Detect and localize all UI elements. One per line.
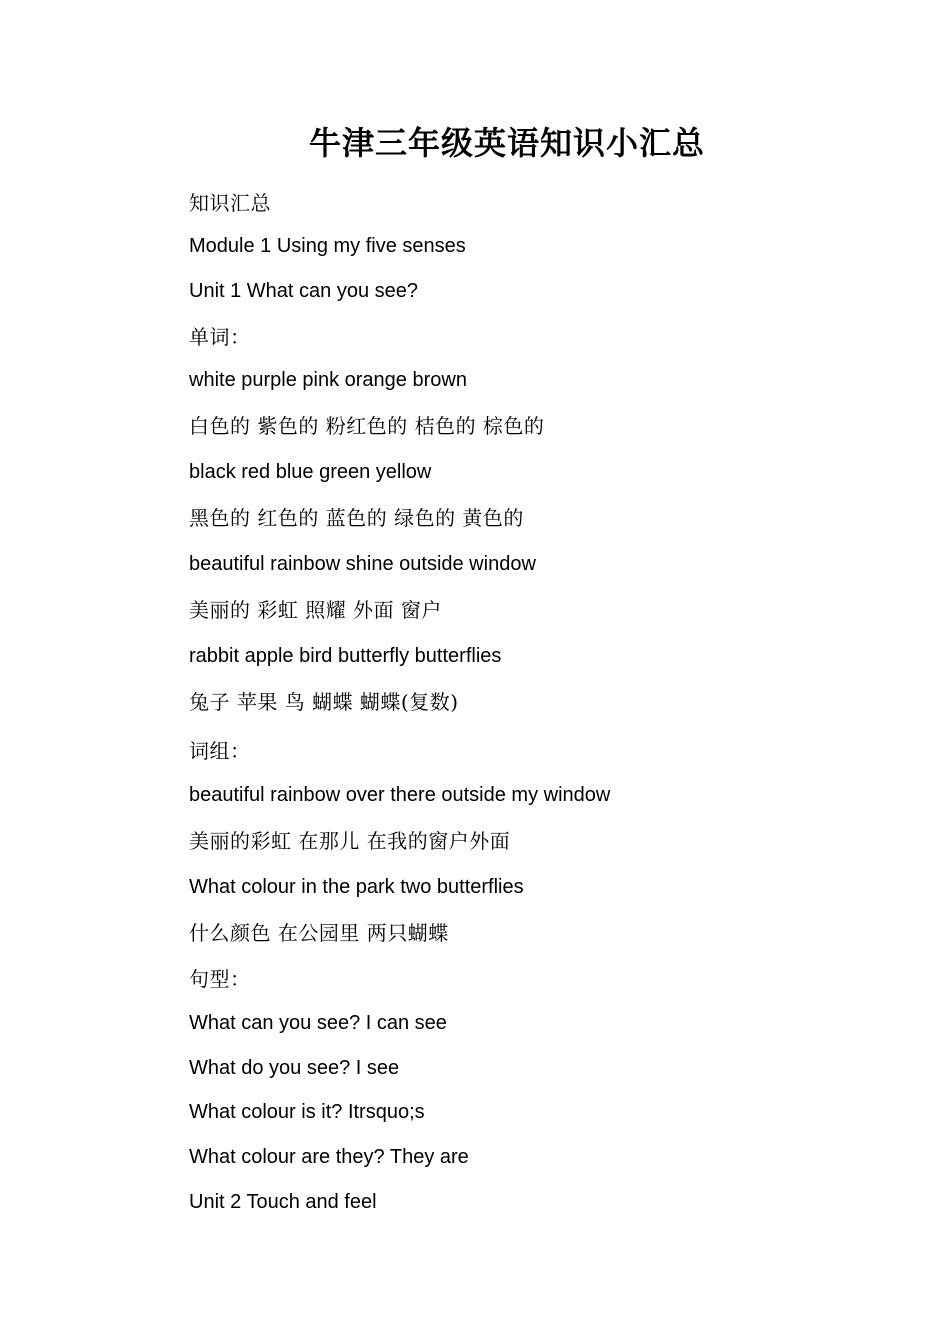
vocab-line-english: beautiful rainbow shine outside window	[189, 553, 536, 575]
phrase-line-english: What colour in the park two butterflies	[189, 876, 524, 898]
subheading-phrases: 词组：	[189, 739, 251, 763]
section-heading-knowledge-summary: 知识汇总	[189, 191, 271, 215]
vocab-line-chinese: 黑色的 红色的 蓝色的 绿色的 黄色的	[189, 506, 524, 530]
sentence-pattern-line: What can you see? I can see	[189, 1012, 447, 1034]
vocab-line-chinese: 兔子 苹果 鸟 蝴蝶 蝴蝶(复数)	[189, 690, 459, 714]
vocab-line-english: black red blue green yellow	[189, 461, 432, 483]
sentence-pattern-line: What colour is it? Itrsquo;s	[189, 1101, 425, 1123]
phrase-line-chinese: 什么颜色 在公园里 两只蝴蝶	[189, 921, 449, 945]
vocab-line-english: white purple pink orange brown	[189, 369, 467, 391]
subheading-sentence-patterns: 句型：	[189, 967, 251, 991]
vocab-line-chinese: 美丽的 彩虹 照耀 外面 窗户	[189, 598, 442, 622]
phrase-line-english: beautiful rainbow over there outside my window	[189, 784, 611, 806]
subheading-vocabulary: 单词：	[189, 325, 251, 349]
sentence-pattern-line: What do you see? I see	[189, 1057, 400, 1079]
vocab-line-english: rabbit apple bird butterfly butterflies	[189, 645, 502, 667]
document-title: 牛津三年级英语知识小汇总	[308, 124, 705, 162]
module-heading: Module 1 Using my five senses	[189, 235, 466, 257]
vocab-line-chinese: 白色的 紫色的 粉红色的 桔色的 棕色的	[189, 414, 545, 438]
unit-heading: Unit 2 Touch and feel	[189, 1191, 377, 1213]
sentence-pattern-line: What colour are they? They are	[189, 1146, 469, 1168]
unit-heading: Unit 1 What can you see?	[189, 280, 419, 302]
phrase-line-chinese: 美丽的彩虹 在那儿 在我的窗户外面	[189, 829, 511, 853]
